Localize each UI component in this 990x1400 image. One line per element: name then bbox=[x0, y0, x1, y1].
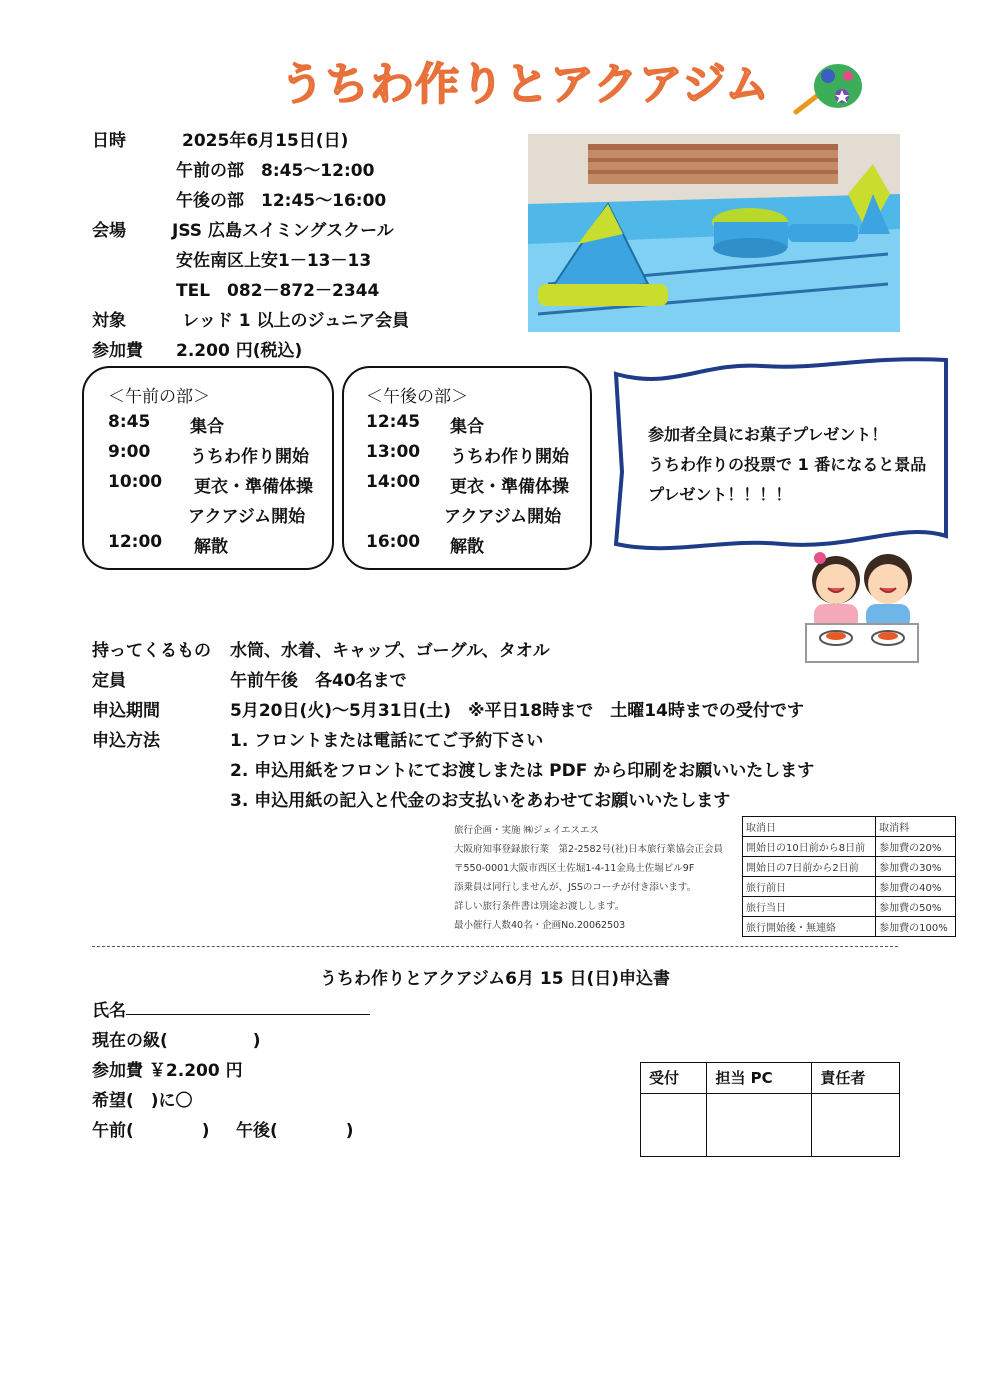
period-value: 5月20日(火)～5月31日(土) ※平日18時まで 土曜14時までの受付です bbox=[230, 701, 804, 721]
travel-line: 〒550-0001大阪市西区土佐堀1-4-11金鳥土佐堀ビル9F bbox=[454, 863, 695, 874]
schedule-am-event: うちわ作り開始 bbox=[190, 447, 309, 467]
pool-photo bbox=[528, 134, 900, 332]
table-row bbox=[743, 817, 956, 837]
table-row bbox=[641, 1094, 900, 1157]
table-cell[interactable] bbox=[812, 1094, 900, 1157]
table-header: 取消日 bbox=[743, 817, 876, 837]
bubble-line-3: プレゼント！！！！ bbox=[648, 485, 792, 504]
table-row bbox=[743, 857, 956, 877]
table-header: 責任者 bbox=[812, 1063, 900, 1094]
schedule-pm-heading: ＜午後の部＞ bbox=[366, 387, 468, 407]
table-cell: 旅行開始後・無連絡 bbox=[743, 917, 876, 937]
schedule-am-event: 集合 bbox=[190, 417, 224, 437]
schedule-pm-time: 16:00 bbox=[366, 532, 421, 552]
schedule-pm-event: うちわ作り開始 bbox=[450, 447, 569, 467]
table-cell: 参加費の50% bbox=[876, 897, 956, 917]
travel-line: 大阪府知事登録旅行業 第2-2582号(社)日本旅行業協会正会員 bbox=[454, 844, 724, 855]
form-name-line[interactable] bbox=[126, 1014, 370, 1015]
table-row bbox=[743, 897, 956, 917]
schedule-am-event: アクアジム開始 bbox=[188, 507, 306, 527]
date-value: 2025年6月15日(日) bbox=[182, 131, 349, 151]
venue-name: JSS 広島スイミングスクール bbox=[172, 221, 394, 241]
schedule-pm-event: アクアジム開始 bbox=[444, 507, 562, 527]
schedule-pm-event: 解散 bbox=[450, 537, 484, 557]
travel-line: 旅行企画・実施 ㈱ジェイエスエス bbox=[454, 825, 599, 836]
schedule-pm-time: 13:00 bbox=[366, 442, 421, 462]
table-cell: 開始日の10日前から8日前 bbox=[743, 837, 876, 857]
table-row bbox=[743, 917, 956, 937]
venue-label: 会場 bbox=[92, 221, 126, 241]
schedule-pm-event: 更衣・準備体操 bbox=[450, 477, 569, 497]
cut-line-divider bbox=[92, 946, 898, 947]
table-cell: 参加費の30% bbox=[876, 857, 956, 877]
table-cell[interactable] bbox=[707, 1094, 812, 1157]
travel-line: 詳しい旅行条件書は別途お渡しします。 bbox=[454, 901, 625, 912]
form-grade[interactable]: 現在の級( ) bbox=[92, 1031, 261, 1051]
form-wish: 希望( )に〇 bbox=[92, 1091, 193, 1111]
table-cell: 旅行前日 bbox=[743, 877, 876, 897]
date-label: 日時 bbox=[92, 131, 126, 151]
schedule-am-event: 解散 bbox=[194, 537, 228, 557]
schedule-pm-event: 集合 bbox=[450, 417, 484, 437]
bubble-line-1: 参加者全員にお菓子プレゼント！ bbox=[648, 425, 888, 444]
table-header: 担当 PC bbox=[707, 1063, 812, 1094]
schedule-am-time: 8:45 bbox=[108, 412, 151, 432]
morning-time: 午前の部 8:45～12:00 bbox=[176, 161, 375, 181]
fee-value: 2.200 円(税込) bbox=[176, 341, 303, 361]
form-title: うちわ作りとアクアジム6月 15 日(日)申込書 bbox=[320, 969, 670, 989]
table-cell: 開始日の7日前から2日前 bbox=[743, 857, 876, 877]
cancellation-table bbox=[742, 816, 956, 937]
method-label: 申込方法 bbox=[92, 731, 160, 751]
table-cell: 旅行当日 bbox=[743, 897, 876, 917]
venue-address: 安佐南区上安1－13－13 bbox=[176, 251, 372, 271]
period-label: 申込期間 bbox=[92, 701, 160, 721]
table-cell[interactable] bbox=[641, 1094, 707, 1157]
schedule-am-event: 更衣・準備体操 bbox=[194, 477, 313, 497]
venue-tel: TEL 082－872－2344 bbox=[176, 281, 380, 301]
bring-label: 持ってくるもの bbox=[92, 641, 211, 661]
uchiwa-fan-icon bbox=[792, 60, 864, 116]
schedule-pm-time: 14:00 bbox=[366, 472, 421, 492]
schedule-pm-time: 12:45 bbox=[366, 412, 421, 432]
table-cell: 参加費の40% bbox=[876, 877, 956, 897]
method-step-2: 2. 申込用紙をフロントにてお渡しまたは PDF から印刷をお願いいたします bbox=[230, 761, 815, 781]
table-cell: 参加費の20% bbox=[876, 837, 956, 857]
afternoon-time: 午後の部 12:45～16:00 bbox=[176, 191, 387, 211]
table-row bbox=[743, 837, 956, 857]
table-row bbox=[641, 1063, 900, 1094]
form-pm-option[interactable]: 午後( ) bbox=[236, 1121, 354, 1141]
form-am-option[interactable]: 午前( ) bbox=[92, 1121, 210, 1141]
bring-value: 水筒、水着、キャップ、ゴーグル、タオル bbox=[230, 641, 550, 661]
schedule-am-time: 9:00 bbox=[108, 442, 151, 462]
table-header: 取消料 bbox=[876, 817, 956, 837]
schedule-am-heading: ＜午前の部＞ bbox=[108, 387, 210, 407]
page-title: うちわ作りとアクアジム bbox=[280, 59, 771, 110]
table-cell: 参加費の100% bbox=[876, 917, 956, 937]
travel-line: 最小催行人数40名・企画No.20062503 bbox=[454, 920, 626, 931]
method-step-3: 3. 申込用紙の記入と代金のお支払いをあわせてお願いいたします bbox=[230, 791, 731, 811]
table-row bbox=[743, 877, 956, 897]
capacity-value: 午前午後 各40名まで bbox=[230, 671, 407, 691]
target-label: 対象 bbox=[92, 311, 126, 331]
form-name-label: 氏名 bbox=[92, 1001, 126, 1021]
bubble-line-2: うちわ作りの投票で 1 番になると景品 bbox=[648, 455, 927, 474]
schedule-am-time: 10:00 bbox=[108, 472, 163, 492]
form-fee: 参加費 ￥2.200 円 bbox=[92, 1061, 243, 1081]
table-header: 受付 bbox=[641, 1063, 707, 1094]
target-value: レッド 1 以上のジュニア会員 bbox=[182, 311, 410, 331]
fee-label: 参加費 bbox=[92, 341, 143, 361]
kids-eating-illustration bbox=[798, 540, 926, 666]
travel-line: 添乗員は同行しませんが、JSSのコーチが付き添います。 bbox=[454, 882, 697, 893]
capacity-label: 定員 bbox=[92, 671, 126, 691]
schedule-am-time: 12:00 bbox=[108, 532, 163, 552]
method-step-1: 1. フロントまたは電話にてご予約下さい bbox=[230, 731, 544, 751]
staff-table bbox=[640, 1062, 900, 1157]
